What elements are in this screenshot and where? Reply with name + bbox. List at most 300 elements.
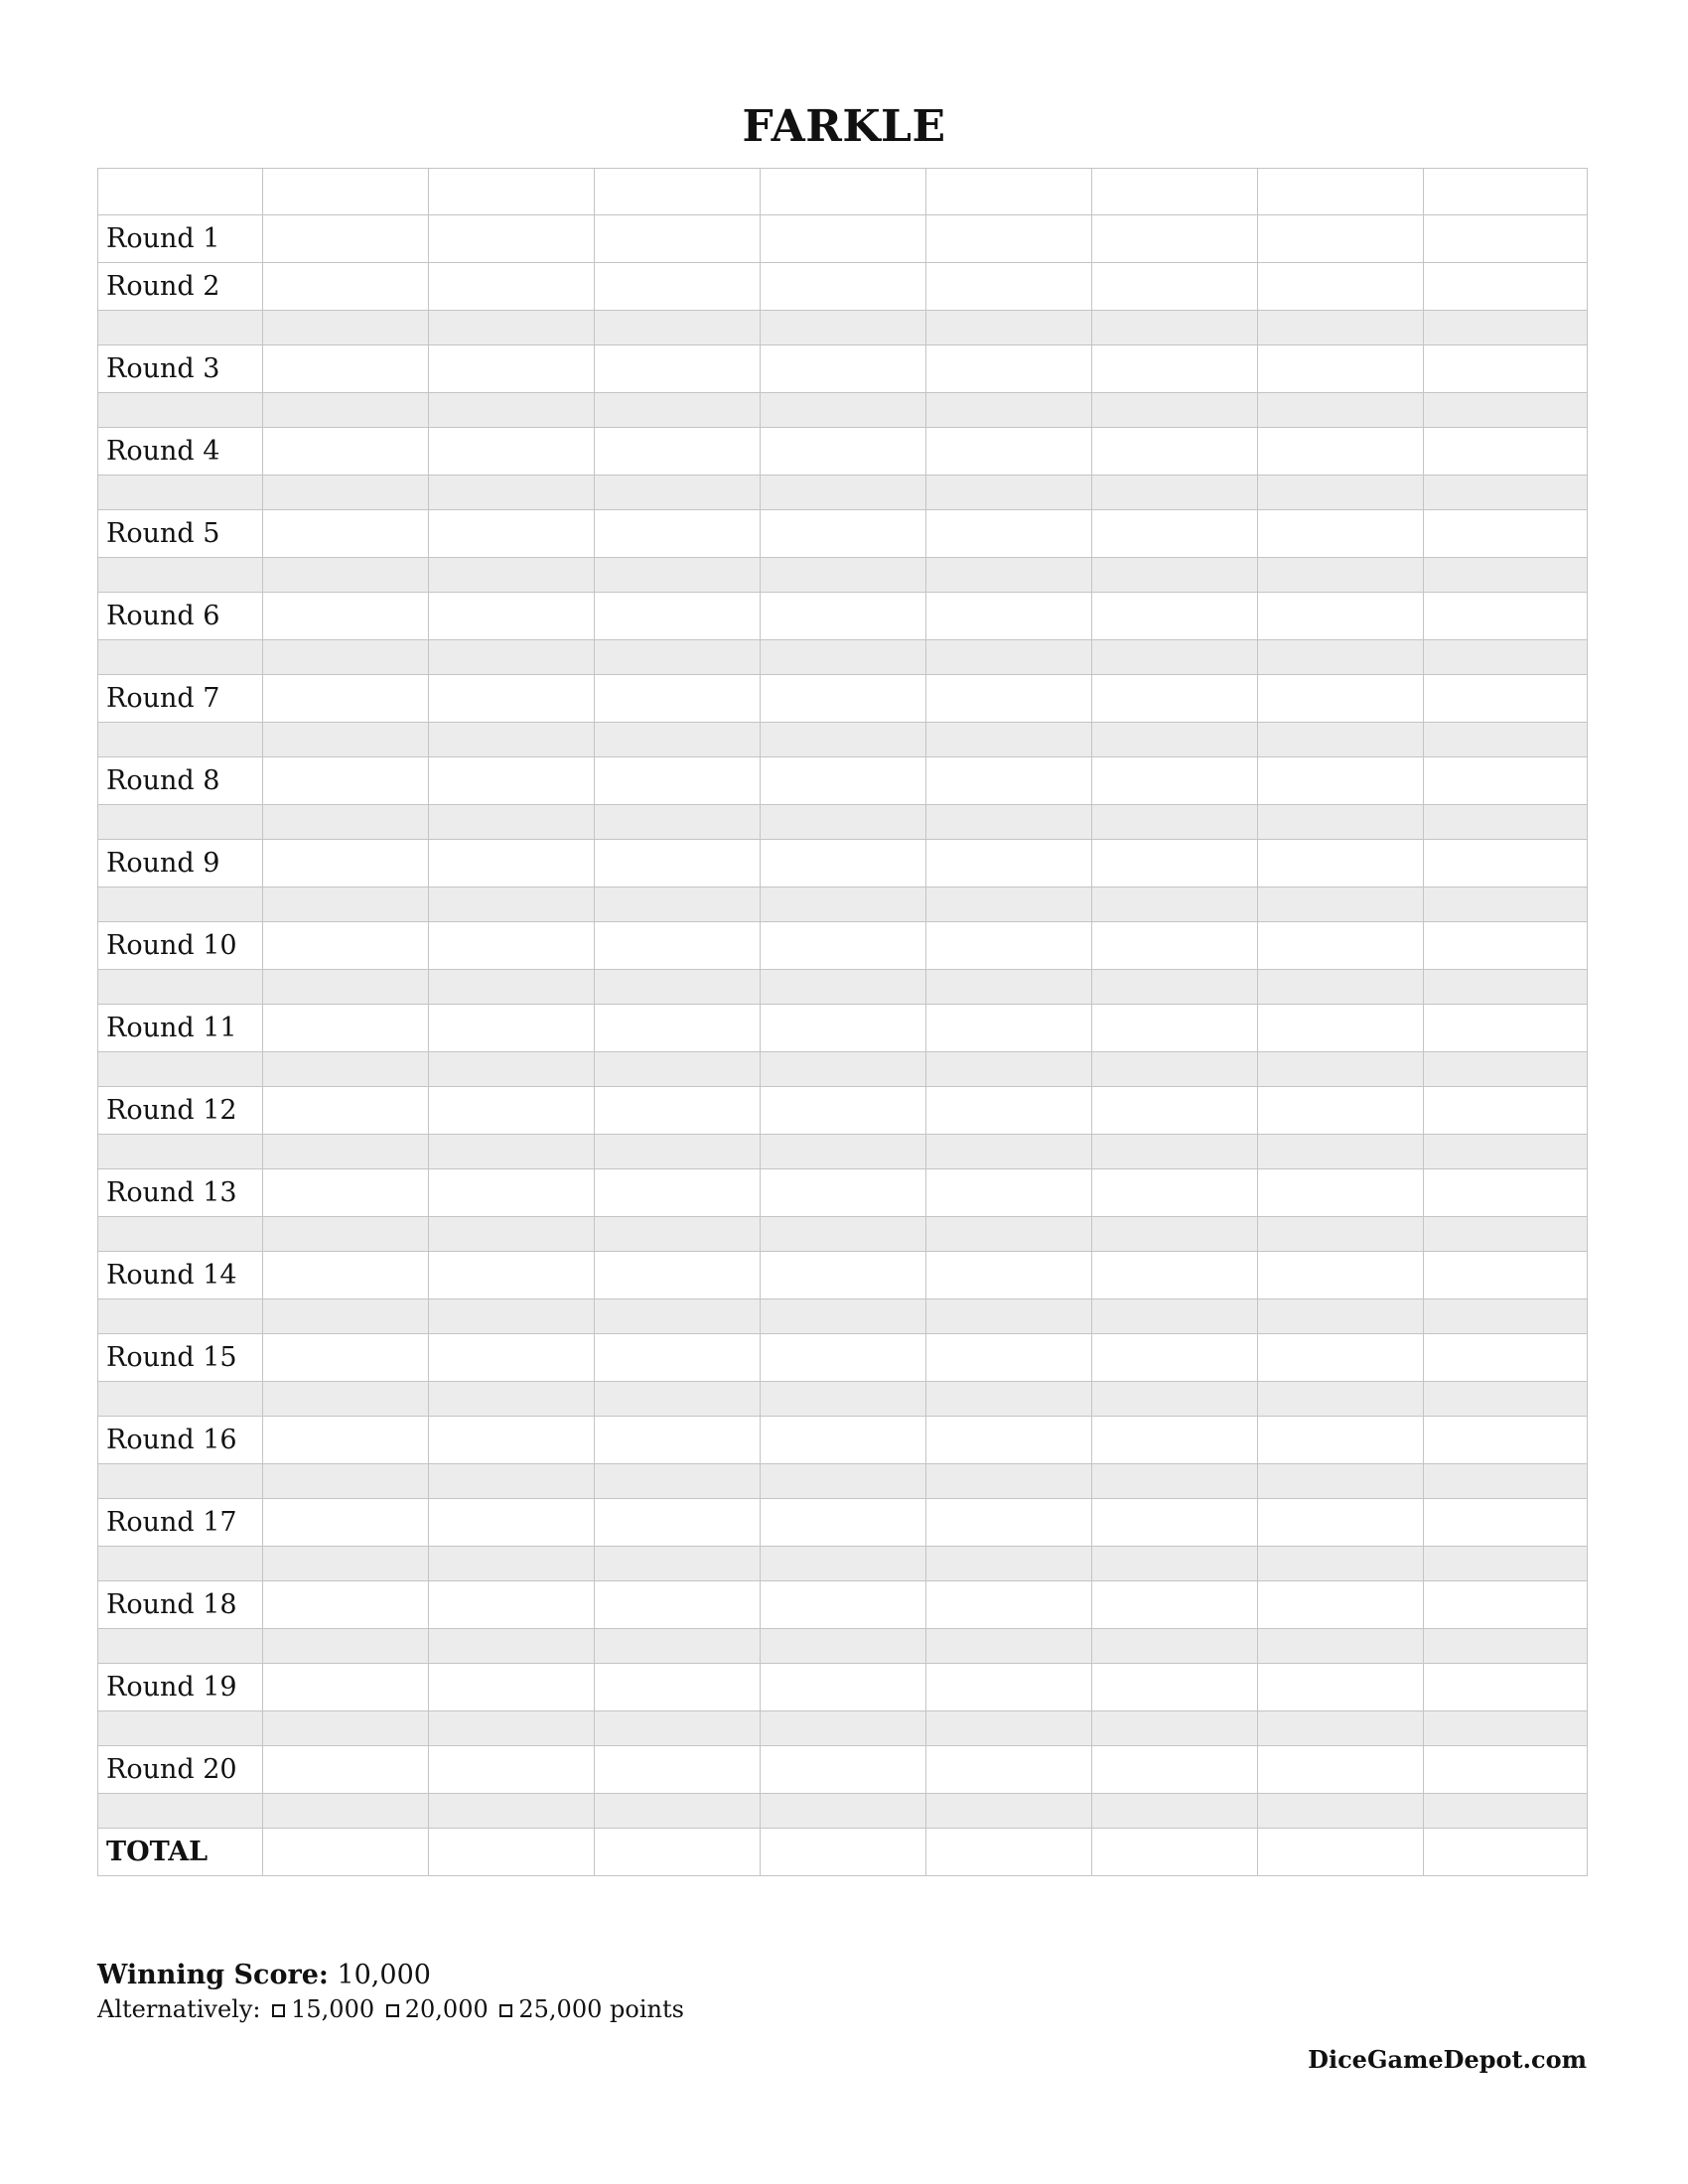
round-score-cell[interactable] [761,428,926,476]
round-score-cell[interactable] [1092,1334,1258,1382]
round-score-cell[interactable] [761,1581,926,1629]
round-score-cell[interactable] [926,1169,1092,1217]
running-total-score-cell[interactable] [926,1052,1092,1087]
running-total-score-cell[interactable] [1424,476,1588,510]
running-total-score-cell[interactable] [1092,1711,1258,1746]
round-score-cell[interactable] [1092,345,1258,393]
running-total-score-cell[interactable] [263,1547,429,1581]
round-score-cell[interactable] [1258,1581,1424,1629]
running-total-score-cell[interactable] [595,1382,761,1417]
running-total-score-cell[interactable] [429,1217,595,1252]
running-total-score-cell[interactable] [1424,805,1588,840]
running-total-score-cell[interactable] [761,1711,926,1746]
round-score-cell[interactable] [429,1746,595,1794]
running-total-score-cell[interactable] [1424,1135,1588,1169]
round-score-cell[interactable] [926,263,1092,311]
round-score-cell[interactable] [1092,1746,1258,1794]
running-total-score-cell[interactable] [595,1464,761,1499]
round-score-cell[interactable] [595,675,761,723]
round-score-cell[interactable] [263,510,429,558]
total-score-cell[interactable] [429,1829,595,1876]
round-score-cell[interactable] [263,1169,429,1217]
running-total-score-cell[interactable] [263,311,429,345]
round-score-cell[interactable] [595,922,761,970]
checkbox-25000[interactable] [499,2004,512,2017]
running-total-score-cell[interactable] [1092,1382,1258,1417]
round-score-cell[interactable] [926,215,1092,263]
running-total-score-cell[interactable] [263,640,429,675]
round-score-cell[interactable] [1424,1499,1588,1547]
running-total-score-cell[interactable] [1424,970,1588,1005]
running-total-score-cell[interactable] [1092,1299,1258,1334]
running-total-score-cell[interactable] [926,1547,1092,1581]
round-score-cell[interactable] [1092,675,1258,723]
running-total-score-cell[interactable] [429,887,595,922]
round-score-cell[interactable] [595,1252,761,1299]
round-score-cell[interactable] [761,922,926,970]
running-total-score-cell[interactable] [595,311,761,345]
running-total-score-cell[interactable] [1258,1052,1424,1087]
round-score-cell[interactable] [595,345,761,393]
running-total-score-cell[interactable] [429,1794,595,1829]
round-score-cell[interactable] [429,1417,595,1464]
round-score-cell[interactable] [1424,593,1588,640]
round-score-cell[interactable] [761,593,926,640]
round-score-cell[interactable] [263,428,429,476]
round-score-cell[interactable] [429,1252,595,1299]
round-score-cell[interactable] [429,215,595,263]
running-total-score-cell[interactable] [1092,640,1258,675]
running-total-score-cell[interactable] [1092,1217,1258,1252]
round-score-cell[interactable] [595,510,761,558]
round-score-cell[interactable] [595,1664,761,1711]
round-score-cell[interactable] [595,1581,761,1629]
running-total-score-cell[interactable] [1092,1052,1258,1087]
round-score-cell[interactable] [1258,1417,1424,1464]
round-score-cell[interactable] [1424,1252,1588,1299]
running-total-score-cell[interactable] [595,1547,761,1581]
round-score-cell[interactable] [1258,593,1424,640]
running-total-score-cell[interactable] [263,1217,429,1252]
round-score-cell[interactable] [926,1087,1092,1135]
running-total-score-cell[interactable] [926,476,1092,510]
running-total-score-cell[interactable] [1258,1135,1424,1169]
round-score-cell[interactable] [926,1499,1092,1547]
round-score-cell[interactable] [595,840,761,887]
running-total-score-cell[interactable] [926,558,1092,593]
round-score-cell[interactable] [595,593,761,640]
round-score-cell[interactable] [595,263,761,311]
running-total-score-cell[interactable] [263,1794,429,1829]
round-score-cell[interactable] [429,840,595,887]
round-score-cell[interactable] [1258,1087,1424,1135]
round-score-cell[interactable] [926,757,1092,805]
total-score-cell[interactable] [263,1829,429,1876]
round-score-cell[interactable] [761,1499,926,1547]
running-total-score-cell[interactable] [263,1052,429,1087]
running-total-score-cell[interactable] [926,1711,1092,1746]
round-score-cell[interactable] [926,593,1092,640]
running-total-score-cell[interactable] [1258,723,1424,757]
running-total-score-cell[interactable] [761,1135,926,1169]
running-total-score-cell[interactable] [1424,1217,1588,1252]
round-score-cell[interactable] [1092,215,1258,263]
round-score-cell[interactable] [761,1005,926,1052]
round-score-cell[interactable] [1258,675,1424,723]
round-score-cell[interactable] [595,1334,761,1382]
running-total-score-cell[interactable] [1424,1794,1588,1829]
total-score-cell[interactable] [595,1829,761,1876]
round-score-cell[interactable] [263,1417,429,1464]
running-total-score-cell[interactable] [595,393,761,428]
running-total-score-cell[interactable] [263,887,429,922]
round-score-cell[interactable] [761,1664,926,1711]
round-score-cell[interactable] [429,1499,595,1547]
round-score-cell[interactable] [429,510,595,558]
running-total-score-cell[interactable] [761,1299,926,1334]
round-score-cell[interactable] [1258,428,1424,476]
round-score-cell[interactable] [761,1746,926,1794]
round-score-cell[interactable] [926,1664,1092,1711]
running-total-score-cell[interactable] [1092,805,1258,840]
round-score-cell[interactable] [429,1169,595,1217]
round-score-cell[interactable] [1092,922,1258,970]
running-total-score-cell[interactable] [429,1629,595,1664]
running-total-score-cell[interactable] [926,1135,1092,1169]
running-total-score-cell[interactable] [429,723,595,757]
running-total-score-cell[interactable] [429,1135,595,1169]
running-total-score-cell[interactable] [595,1217,761,1252]
running-total-score-cell[interactable] [429,558,595,593]
running-total-score-cell[interactable] [926,1464,1092,1499]
round-score-cell[interactable] [1424,840,1588,887]
player-name-cell[interactable] [926,169,1092,215]
running-total-score-cell[interactable] [595,887,761,922]
player-name-cell[interactable] [1424,169,1588,215]
running-total-score-cell[interactable] [429,1052,595,1087]
round-score-cell[interactable] [761,1169,926,1217]
round-score-cell[interactable] [1258,1664,1424,1711]
round-score-cell[interactable] [1424,263,1588,311]
running-total-score-cell[interactable] [429,311,595,345]
round-score-cell[interactable] [595,1417,761,1464]
running-total-score-cell[interactable] [761,887,926,922]
running-total-score-cell[interactable] [595,1711,761,1746]
checkbox-20000[interactable] [386,2004,399,2017]
round-score-cell[interactable] [1424,922,1588,970]
round-score-cell[interactable] [263,1664,429,1711]
running-total-score-cell[interactable] [263,393,429,428]
running-total-score-cell[interactable] [761,970,926,1005]
running-total-score-cell[interactable] [1258,805,1424,840]
total-score-cell[interactable] [1424,1829,1588,1876]
round-score-cell[interactable] [263,922,429,970]
round-score-cell[interactable] [263,1499,429,1547]
running-total-score-cell[interactable] [761,1794,926,1829]
running-total-score-cell[interactable] [429,1547,595,1581]
running-total-score-cell[interactable] [1258,1464,1424,1499]
running-total-score-cell[interactable] [1258,311,1424,345]
running-total-score-cell[interactable] [263,558,429,593]
round-score-cell[interactable] [263,593,429,640]
running-total-score-cell[interactable] [1424,640,1588,675]
running-total-score-cell[interactable] [429,1711,595,1746]
round-score-cell[interactable] [263,263,429,311]
round-score-cell[interactable] [1258,1252,1424,1299]
round-score-cell[interactable] [1258,1746,1424,1794]
round-score-cell[interactable] [263,1005,429,1052]
round-score-cell[interactable] [595,215,761,263]
round-score-cell[interactable] [1092,1169,1258,1217]
player-name-cell[interactable] [761,169,926,215]
running-total-score-cell[interactable] [926,640,1092,675]
running-total-score-cell[interactable] [1092,558,1258,593]
running-total-score-cell[interactable] [761,1052,926,1087]
running-total-score-cell[interactable] [429,1464,595,1499]
player-name-cell[interactable] [429,169,595,215]
running-total-score-cell[interactable] [1092,970,1258,1005]
round-score-cell[interactable] [429,1664,595,1711]
round-score-cell[interactable] [926,345,1092,393]
round-score-cell[interactable] [263,840,429,887]
round-score-cell[interactable] [1258,1005,1424,1052]
running-total-score-cell[interactable] [429,1299,595,1334]
round-score-cell[interactable] [1092,1252,1258,1299]
running-total-score-cell[interactable] [595,723,761,757]
running-total-score-cell[interactable] [595,1052,761,1087]
player-name-cell[interactable] [1258,169,1424,215]
running-total-score-cell[interactable] [1424,1547,1588,1581]
running-total-score-cell[interactable] [1424,1629,1588,1664]
running-total-score-cell[interactable] [1258,640,1424,675]
running-total-score-cell[interactable] [926,723,1092,757]
round-score-cell[interactable] [1424,510,1588,558]
running-total-score-cell[interactable] [263,1382,429,1417]
running-total-score-cell[interactable] [595,558,761,593]
running-total-score-cell[interactable] [761,1382,926,1417]
total-score-cell[interactable] [1258,1829,1424,1876]
running-total-score-cell[interactable] [761,558,926,593]
running-total-score-cell[interactable] [1424,1464,1588,1499]
running-total-score-cell[interactable] [595,805,761,840]
round-score-cell[interactable] [1092,593,1258,640]
running-total-score-cell[interactable] [1258,1629,1424,1664]
round-score-cell[interactable] [761,675,926,723]
running-total-score-cell[interactable] [1258,1217,1424,1252]
round-score-cell[interactable] [1424,1746,1588,1794]
running-total-score-cell[interactable] [263,476,429,510]
round-score-cell[interactable] [595,1087,761,1135]
round-score-cell[interactable] [429,922,595,970]
running-total-score-cell[interactable] [263,805,429,840]
round-score-cell[interactable] [263,1581,429,1629]
round-score-cell[interactable] [761,840,926,887]
running-total-score-cell[interactable] [263,723,429,757]
round-score-cell[interactable] [1258,1169,1424,1217]
round-score-cell[interactable] [595,1169,761,1217]
running-total-score-cell[interactable] [263,1629,429,1664]
running-total-score-cell[interactable] [926,970,1092,1005]
running-total-score-cell[interactable] [1424,887,1588,922]
round-score-cell[interactable] [1424,1005,1588,1052]
round-score-cell[interactable] [595,1499,761,1547]
round-score-cell[interactable] [595,1005,761,1052]
running-total-score-cell[interactable] [926,1794,1092,1829]
running-total-score-cell[interactable] [761,476,926,510]
round-score-cell[interactable] [429,675,595,723]
player-name-cell[interactable] [263,169,429,215]
running-total-score-cell[interactable] [1424,311,1588,345]
round-score-cell[interactable] [761,510,926,558]
round-score-cell[interactable] [926,1252,1092,1299]
running-total-score-cell[interactable] [1092,476,1258,510]
running-total-score-cell[interactable] [761,1464,926,1499]
running-total-score-cell[interactable] [263,1464,429,1499]
round-score-cell[interactable] [926,1334,1092,1382]
round-score-cell[interactable] [1424,345,1588,393]
round-score-cell[interactable] [1092,263,1258,311]
round-score-cell[interactable] [761,263,926,311]
running-total-score-cell[interactable] [263,1299,429,1334]
running-total-score-cell[interactable] [1092,1464,1258,1499]
round-score-cell[interactable] [1424,1581,1588,1629]
round-score-cell[interactable] [926,1746,1092,1794]
round-score-cell[interactable] [263,757,429,805]
running-total-score-cell[interactable] [1424,558,1588,593]
round-score-cell[interactable] [1258,840,1424,887]
round-score-cell[interactable] [1424,1087,1588,1135]
round-score-cell[interactable] [1092,1664,1258,1711]
running-total-score-cell[interactable] [1424,1052,1588,1087]
round-score-cell[interactable] [1258,263,1424,311]
running-total-score-cell[interactable] [1092,1794,1258,1829]
round-score-cell[interactable] [1258,1334,1424,1382]
round-score-cell[interactable] [926,1417,1092,1464]
round-score-cell[interactable] [263,345,429,393]
running-total-score-cell[interactable] [1258,1382,1424,1417]
round-score-cell[interactable] [1424,215,1588,263]
running-total-score-cell[interactable] [595,1299,761,1334]
round-score-cell[interactable] [429,1087,595,1135]
round-score-cell[interactable] [761,345,926,393]
round-score-cell[interactable] [263,1334,429,1382]
running-total-score-cell[interactable] [263,970,429,1005]
round-score-cell[interactable] [1092,1417,1258,1464]
running-total-score-cell[interactable] [429,805,595,840]
round-score-cell[interactable] [1424,757,1588,805]
round-score-cell[interactable] [263,1746,429,1794]
running-total-score-cell[interactable] [926,1629,1092,1664]
round-score-cell[interactable] [1258,345,1424,393]
running-total-score-cell[interactable] [1424,1711,1588,1746]
running-total-score-cell[interactable] [1258,1711,1424,1746]
running-total-score-cell[interactable] [761,1629,926,1664]
running-total-score-cell[interactable] [761,311,926,345]
running-total-score-cell[interactable] [926,393,1092,428]
running-total-score-cell[interactable] [1092,1629,1258,1664]
round-score-cell[interactable] [1092,840,1258,887]
running-total-score-cell[interactable] [263,1711,429,1746]
running-total-score-cell[interactable] [926,311,1092,345]
total-score-cell[interactable] [926,1829,1092,1876]
running-total-score-cell[interactable] [761,1547,926,1581]
running-total-score-cell[interactable] [1258,1547,1424,1581]
round-score-cell[interactable] [429,345,595,393]
running-total-score-cell[interactable] [429,393,595,428]
round-score-cell[interactable] [429,1005,595,1052]
round-score-cell[interactable] [926,675,1092,723]
running-total-score-cell[interactable] [926,1382,1092,1417]
round-score-cell[interactable] [429,593,595,640]
round-score-cell[interactable] [1424,675,1588,723]
running-total-score-cell[interactable] [595,1135,761,1169]
round-score-cell[interactable] [429,1581,595,1629]
running-total-score-cell[interactable] [595,970,761,1005]
running-total-score-cell[interactable] [429,640,595,675]
running-total-score-cell[interactable] [1092,1135,1258,1169]
round-score-cell[interactable] [1424,428,1588,476]
round-score-cell[interactable] [1092,510,1258,558]
round-score-cell[interactable] [1092,1499,1258,1547]
running-total-score-cell[interactable] [1258,558,1424,593]
running-total-score-cell[interactable] [761,393,926,428]
running-total-score-cell[interactable] [761,1217,926,1252]
round-score-cell[interactable] [595,757,761,805]
checkbox-15000[interactable] [272,2004,285,2017]
round-score-cell[interactable] [926,510,1092,558]
round-score-cell[interactable] [429,263,595,311]
round-score-cell[interactable] [1092,1581,1258,1629]
round-score-cell[interactable] [1258,922,1424,970]
round-score-cell[interactable] [429,428,595,476]
round-score-cell[interactable] [761,215,926,263]
round-score-cell[interactable] [263,675,429,723]
round-score-cell[interactable] [1424,1334,1588,1382]
running-total-score-cell[interactable] [1258,393,1424,428]
running-total-score-cell[interactable] [761,723,926,757]
round-score-cell[interactable] [1424,1417,1588,1464]
round-score-cell[interactable] [926,840,1092,887]
round-score-cell[interactable] [761,1334,926,1382]
round-score-cell[interactable] [1258,1499,1424,1547]
running-total-score-cell[interactable] [926,1299,1092,1334]
round-score-cell[interactable] [926,428,1092,476]
round-score-cell[interactable] [1092,428,1258,476]
running-total-score-cell[interactable] [1092,723,1258,757]
round-score-cell[interactable] [1092,757,1258,805]
running-total-score-cell[interactable] [1424,393,1588,428]
round-score-cell[interactable] [1258,215,1424,263]
round-score-cell[interactable] [761,757,926,805]
total-score-cell[interactable] [1092,1829,1258,1876]
round-score-cell[interactable] [595,1746,761,1794]
running-total-score-cell[interactable] [761,805,926,840]
running-total-score-cell[interactable] [761,640,926,675]
running-total-score-cell[interactable] [263,1135,429,1169]
total-score-cell[interactable] [761,1829,926,1876]
round-score-cell[interactable] [1092,1005,1258,1052]
round-score-cell[interactable] [1258,757,1424,805]
running-total-score-cell[interactable] [1258,1299,1424,1334]
running-total-score-cell[interactable] [1092,311,1258,345]
running-total-score-cell[interactable] [429,1382,595,1417]
round-score-cell[interactable] [595,428,761,476]
running-total-score-cell[interactable] [926,805,1092,840]
running-total-score-cell[interactable] [595,1629,761,1664]
round-score-cell[interactable] [263,1087,429,1135]
running-total-score-cell[interactable] [1258,1794,1424,1829]
round-score-cell[interactable] [1092,1087,1258,1135]
